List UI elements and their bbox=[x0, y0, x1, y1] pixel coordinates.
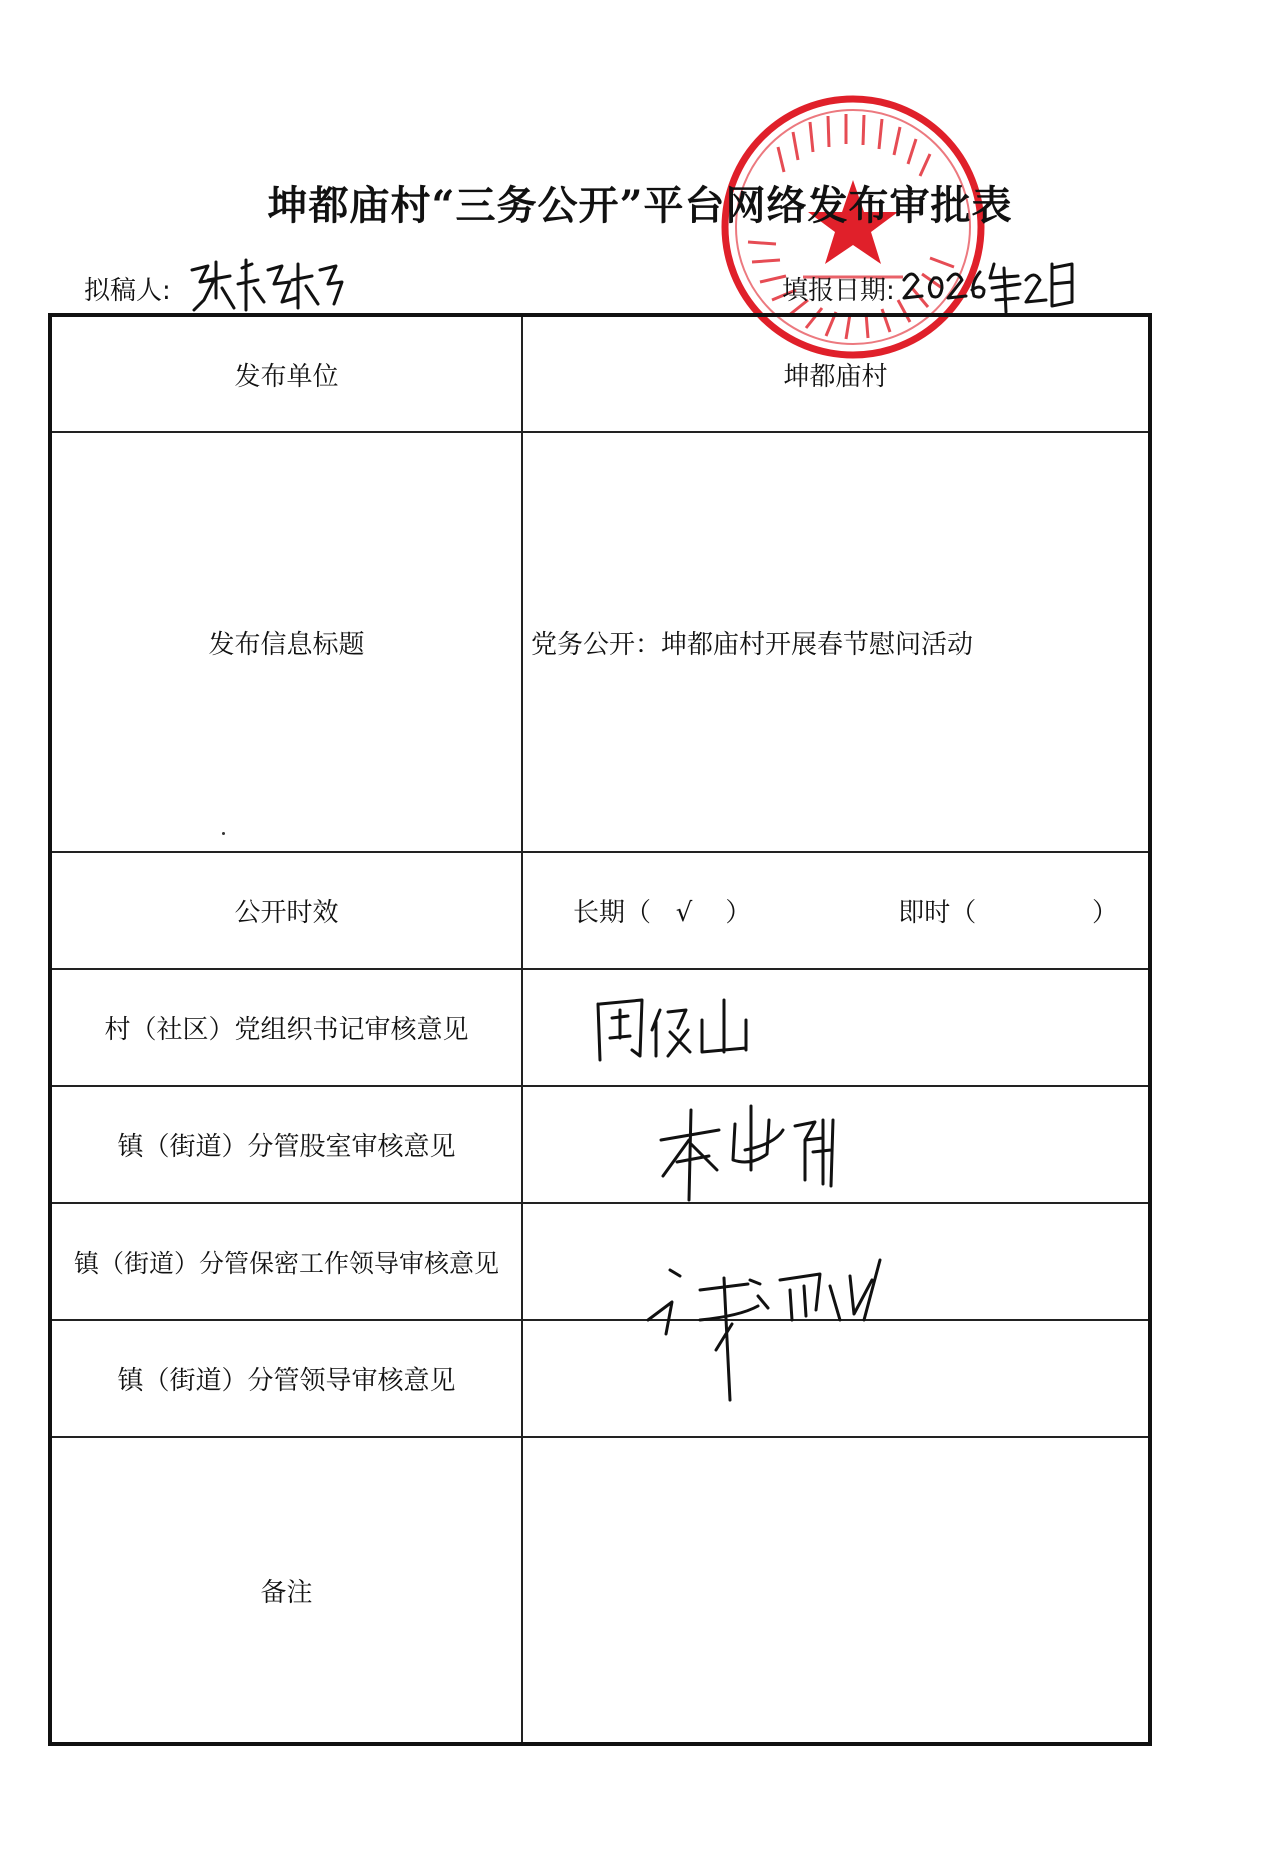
row-label: 备注 bbox=[50, 1437, 522, 1744]
table-row bbox=[50, 852, 1150, 969]
table-row bbox=[50, 1203, 1150, 1320]
row-label: 村（社区）党组织书记审核意见 bbox=[50, 969, 522, 1086]
party-secretary-signature bbox=[590, 990, 760, 1070]
row-label: 镇（街道）分管领导审核意见 bbox=[50, 1320, 522, 1437]
table-row bbox=[50, 315, 1150, 432]
publishing-unit-value: 坤都庙村 bbox=[522, 315, 1150, 432]
table-row bbox=[50, 1320, 1150, 1437]
table-row bbox=[50, 1437, 1150, 1744]
town-office-signature bbox=[655, 1100, 845, 1210]
fill-date-label: 填报日期: bbox=[782, 276, 895, 306]
table-row bbox=[50, 432, 1150, 852]
row-label: 镇（街道）分管股室审核意见 bbox=[50, 1086, 522, 1203]
table-row bbox=[50, 1086, 1150, 1203]
remarks-value bbox=[522, 1437, 1150, 1744]
town-leader-signature bbox=[640, 1250, 920, 1410]
row-label: 公开时效 bbox=[50, 852, 522, 969]
row-label: 镇（街道）分管保密工作领导审核意见 bbox=[50, 1203, 522, 1320]
disclosure-timing-cell bbox=[522, 852, 1150, 969]
fill-date-handwriting bbox=[900, 250, 1080, 320]
drafter-label: 拟稿人: bbox=[84, 276, 171, 306]
row-label: 发布信息标题 bbox=[50, 432, 522, 852]
immediate-option: 即时（ ） bbox=[898, 898, 1118, 928]
drafter-signature bbox=[186, 250, 346, 320]
row-label: 发布单位 bbox=[50, 315, 522, 432]
stray-dot bbox=[222, 832, 225, 835]
form-title: 坤都庙村“三务公开”平台网络发布审批表 bbox=[267, 182, 1013, 229]
info-title-value: 党务公开：坤都庙村开展春节慰问活动 bbox=[522, 432, 1150, 852]
long-term-option: 长期（ √ ） bbox=[573, 898, 752, 928]
